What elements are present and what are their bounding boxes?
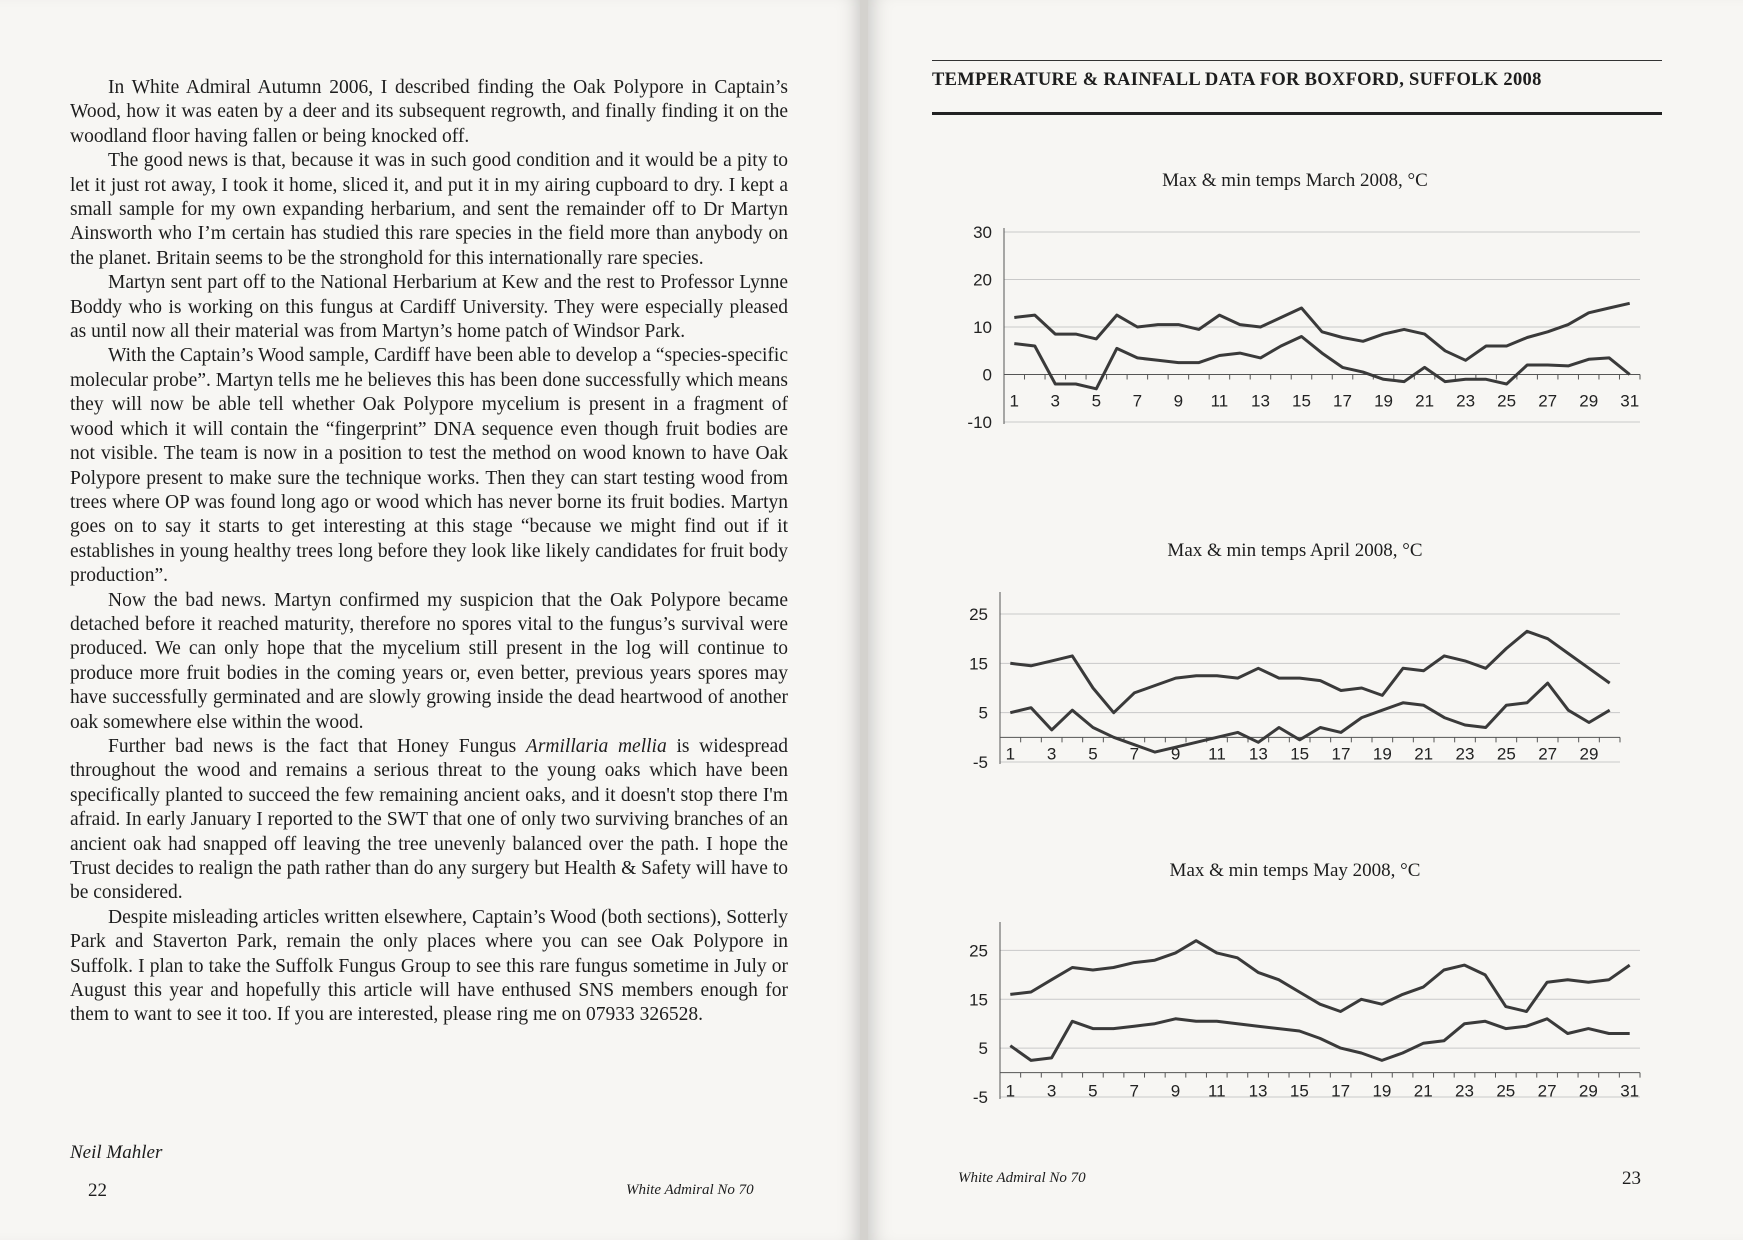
x-tick-label: 19	[1374, 391, 1394, 411]
x-tick-label: 13	[1248, 1081, 1268, 1101]
paragraph-7: Despite misleading articles written elsewhere, Captain’s Wood (both sections), Sotterly Park and Staverton Park, remain the only places where you can see Oak Polypore in Suffolk. I plan to take the Suffolk Fungus Group to see this rare fungus sometime in July or August this year and hopefully this article will have enthused SNS members enough for them to want to see it too. If you are interested, please ring me on 07933 326528.	[70, 906, 788, 1026]
x-tick-label: 7	[1132, 391, 1143, 411]
x-tick-label: 23	[1456, 391, 1476, 411]
x-tick-label: 23	[1455, 1081, 1474, 1101]
x-tick-label: 27	[1538, 391, 1558, 411]
paragraph-5: Now the bad news. Martyn confirmed my suspicion that the Oak Polypore became detached before it reached maturity, therefore no spores vital to the fungus’s survival were produced. We can only hope that the mycelium still present in the log will continue to produce more fruit bodies in the coming years or, even better, previous years spores may have successfully germinated and are slowly growing inside the dead heartwood of another oak somewhere else within the wood.	[70, 589, 788, 733]
paragraph-6	[70, 735, 788, 906]
chart-plot-march	[930, 222, 1660, 447]
x-tick-label: 7	[1129, 744, 1140, 764]
paragraph-6-end: is widespread throughout the wood and remains a serious threat to the young oaks which have been specifically planted to succeed the few remaining ancient oaks, and it doesn't stop there I'm afraid. In early January I reported to the SWT that one of only two surviving branches of an ancient oak had snapped off leaving the tree unevenly balanced over the path. I hope the Trust decides to realign the path rather than do any surgery but Health & Safety will have to be considered.	[70, 735, 788, 904]
y-tick-label: 30	[973, 223, 992, 242]
x-tick-label: 11	[1210, 391, 1229, 411]
x-tick-label: 17	[1333, 391, 1352, 411]
x-tick-label: 9	[1173, 391, 1184, 411]
paragraph-3: Martyn sent part off to the National Herbarium at Kew and the rest to Professor Lynne Boddy who is working on this fungus at Cardiff University. They were especially pleased as until now all their material was from Martyn’s home patch of Windsor Park.	[70, 272, 788, 343]
x-tick-label: 11	[1208, 744, 1226, 764]
y-tick-label: 25	[969, 605, 988, 624]
paragraph-2: The good news is that, because it was in such good condition and it would be a pity to let it just rot away, I took it home, sliced it, and put it in my airing cupboard to dry. I kept a small sample for my own expanding herbarium, and sent the remainder off to Dr Martyn Ainsworth who I’m certain has studied this rare species in the field more than anybody on the planet. Britain seems to be the stronghold for this internationally rare species.	[70, 150, 788, 269]
x-tick-label: 21	[1413, 1081, 1433, 1101]
chart-april	[930, 540, 1660, 800]
x-tick-label: 3	[1046, 744, 1057, 764]
y-tick-label: -5	[972, 1088, 988, 1107]
x-tick-label: 19	[1372, 1081, 1392, 1101]
x-tick-label: 3	[1046, 1081, 1057, 1101]
page-number-left: 22	[88, 1180, 107, 1201]
paragraph-6-start: Further bad news is the fact that Honey Fungus	[108, 735, 526, 757]
x-tick-label: 1	[1009, 391, 1019, 411]
heading-bottom-rule	[932, 112, 1662, 115]
chart-title-may: Max & min temps May 2008, °C	[1169, 860, 1421, 881]
x-tick-label: 29	[1579, 744, 1599, 764]
x-tick-label: 15	[1289, 1081, 1309, 1101]
page-number-right: 23	[1622, 1168, 1641, 1189]
x-tick-label: 7	[1129, 1081, 1139, 1101]
x-tick-label: 17	[1331, 1081, 1351, 1101]
x-tick-label: 25	[1496, 1081, 1516, 1101]
paragraph-4: With the Captain’s Wood sample, Cardiff have been able to develop a “species-specific molecular probe”. Martyn tells me he believes this has been done successfully which means they will now be able tell whether Oak Polypore mycelium is present in a fragment of wood which it will contain the “fingerprint” DNA sequence even though fruit bodies are not visible. The team is now in a position to test the method on wood known to have Oak Polypore present to make sure the technique works. Then they can start testing wood from trees where OP was found long ago or wood which has never borne its fruit bodies. Martyn goes on to say it starts to get interesting at this stage “because we might find out if it establishes in young healthy trees long before they look like likely candidates for fruit body production”.	[70, 345, 788, 587]
left-page	[0, 0, 862, 1240]
chart-plot-may	[930, 912, 1660, 1127]
y-tick-label: 20	[973, 270, 992, 290]
y-tick-label: 15	[969, 990, 988, 1010]
x-tick-label: 21	[1415, 391, 1435, 411]
x-tick-label: 15	[1292, 391, 1311, 411]
heading-top-rule	[932, 60, 1662, 61]
y-tick-label: -10	[967, 413, 992, 432]
x-tick-label: 21	[1414, 744, 1434, 764]
series-line-min	[1014, 337, 1629, 389]
series-line-max	[1010, 941, 1629, 1012]
x-tick-label: 31	[1620, 1081, 1640, 1101]
chart-title-march: Max & min temps March 2008, °C	[1162, 170, 1428, 191]
x-tick-label: 27	[1538, 744, 1558, 764]
series-line-min	[1010, 1019, 1629, 1061]
x-tick-label: 15	[1290, 744, 1310, 764]
chart-title-april: Max & min temps April 2008, °C	[1167, 540, 1423, 561]
x-tick-label: 13	[1248, 744, 1268, 764]
y-tick-label: 5	[978, 703, 988, 723]
x-tick-label: 25	[1496, 744, 1516, 764]
x-tick-label: 5	[1088, 1081, 1098, 1101]
x-tick-label: 23	[1455, 744, 1475, 764]
running-footer-left: White Admiral No 70	[626, 1182, 754, 1198]
species-name: Armillaria mellia	[525, 735, 667, 757]
x-tick-label: 1	[1005, 1081, 1016, 1101]
x-tick-label: 13	[1250, 391, 1270, 411]
article-body	[70, 76, 788, 1028]
series-line-max	[1010, 631, 1609, 712]
x-tick-label: 19	[1372, 744, 1392, 764]
paragraph-1: In White Admiral Autumn 2006, I described finding the Oak Polypore in Captain’s Wood, how it was eaten by a deer and its subsequent regrowth, and finally finding it on the woodland floor having fallen or being knocked off.	[70, 77, 788, 147]
x-tick-label: 25	[1497, 391, 1517, 411]
y-tick-label: -5	[972, 753, 988, 772]
x-tick-label: 3	[1050, 391, 1061, 411]
x-tick-label: 5	[1088, 744, 1098, 764]
section-heading: TEMPERATURE & RAINFALL DATA FOR BOXFORD, SUFFOLK 2008	[932, 70, 1542, 90]
chart-may	[930, 860, 1660, 1120]
x-tick-label: 29	[1579, 391, 1599, 411]
running-footer-right: White Admiral No 70	[958, 1170, 1086, 1186]
y-tick-label: 10	[973, 318, 992, 337]
chart-march	[930, 170, 1660, 450]
author-name: Neil Mahler	[70, 1142, 163, 1163]
y-tick-label: 5	[978, 1039, 988, 1059]
x-tick-label: 17	[1331, 744, 1351, 764]
y-tick-label: 25	[969, 941, 988, 961]
x-tick-label: 11	[1207, 1081, 1226, 1101]
x-tick-label: 9	[1170, 1081, 1181, 1101]
y-tick-label: 0	[982, 365, 992, 385]
x-tick-label: 27	[1537, 1081, 1557, 1101]
x-tick-label: 9	[1170, 744, 1181, 764]
x-tick-label: 1	[1005, 744, 1016, 764]
chart-plot-april	[930, 592, 1660, 807]
x-tick-label: 31	[1620, 391, 1640, 411]
x-tick-label: 29	[1578, 1081, 1598, 1101]
x-tick-label: 5	[1091, 391, 1102, 411]
y-tick-label: 15	[969, 654, 988, 674]
